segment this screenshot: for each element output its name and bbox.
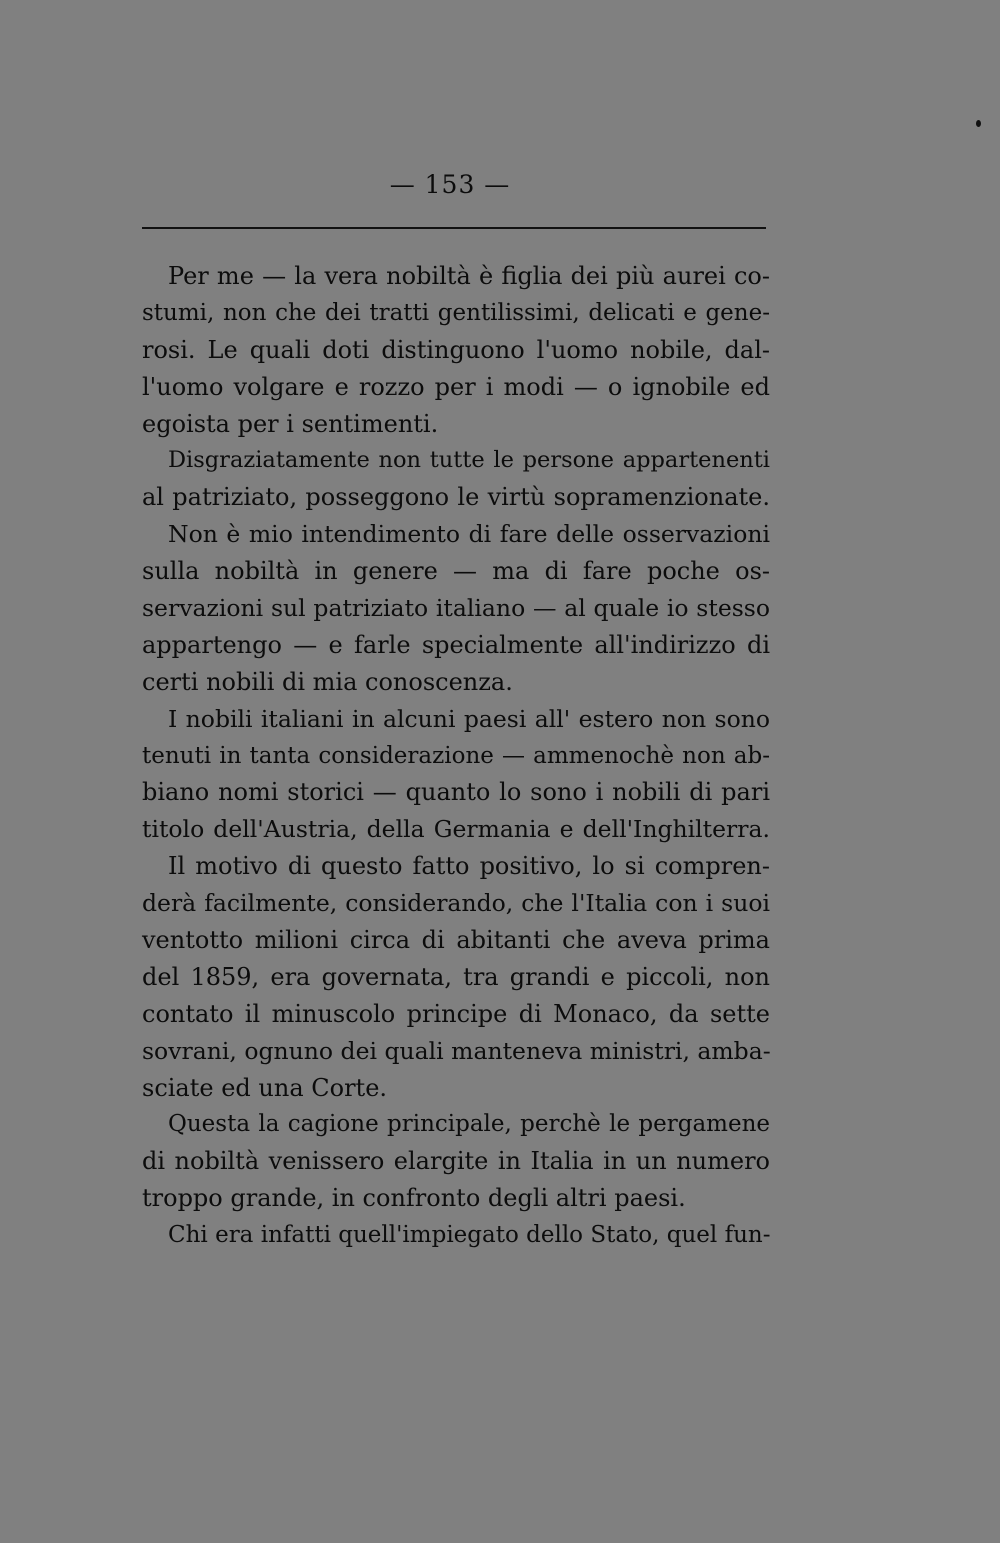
page-number: — 153 —	[389, 170, 511, 199]
header-rule	[142, 227, 766, 229]
text-line: I nobili italiani in alcuni paesi all' estero non sono	[168, 704, 770, 733]
text-line: Non è mio intendimento di fare delle osservazioni	[168, 520, 770, 549]
text-line: del 1859, era governata, tra grandi e piccoli, non	[142, 962, 770, 991]
text-line: ventotto milioni circa di abitanti che aveva prima	[142, 926, 770, 955]
body-text	[142, 258, 770, 1254]
text-line: al patriziato, posseggono le virtù sopramenzionate.	[142, 483, 770, 512]
text-line: stumi, non che dei tratti gentilissimi, delicati e gene-	[142, 299, 770, 326]
text-line: titolo dell'Austria, della Germania e dell'Inghilterra.	[142, 815, 770, 844]
text-line: egoista per i sentimenti.	[142, 409, 439, 438]
text-line: sulla nobiltà in genere — ma di fare poche os-	[142, 557, 770, 586]
text-line: Per me — la vera nobiltà è figlia dei più aurei co-	[168, 262, 770, 290]
text-line: tenuti in tanta considerazione — ammenochè non ab-	[142, 742, 770, 769]
text-line: l'uomo volgare e rozzo per i modi — o ignobile ed	[142, 372, 770, 401]
text-line: Questa la cagione principale, perchè le pergamene	[168, 1111, 770, 1138]
text-line: di nobiltà venissero elargite in Italia in un numero	[142, 1147, 770, 1176]
text-line: Il motivo di questo fatto positivo, lo si compren-	[168, 852, 770, 881]
text-line: rosi. Le quali doti distinguono l'uomo nobile, dal-	[142, 335, 770, 364]
text-line: sovrani, ognuno dei quali manteneva ministri, amba-	[142, 1036, 771, 1065]
text-line: troppo grande, in confronto degli altri paesi.	[142, 1184, 686, 1213]
text-line: Chi era infatti quell'impiegato dello Stato, quel fun-	[168, 1222, 771, 1249]
text-line: biano nomi storici — quanto lo sono i nobili di pari	[142, 778, 770, 807]
text-line: certi nobili di mia conoscenza.	[142, 667, 513, 696]
text-line: Disgraziatamente non tutte le persone appartenenti	[168, 447, 770, 474]
text-line: contato il minuscolo principe di Monaco, da sette	[142, 999, 770, 1028]
text-line: appartengo — e farle specialmente all'indirizzo di	[142, 630, 770, 659]
scan-speck	[976, 120, 981, 127]
text-line: derà facilmente, considerando, che l'Italia con i suoi	[142, 889, 770, 918]
text-line: sciate ed una Corte.	[142, 1073, 388, 1102]
text-line: servazioni sul patriziato italiano — al quale io stesso	[142, 594, 770, 623]
